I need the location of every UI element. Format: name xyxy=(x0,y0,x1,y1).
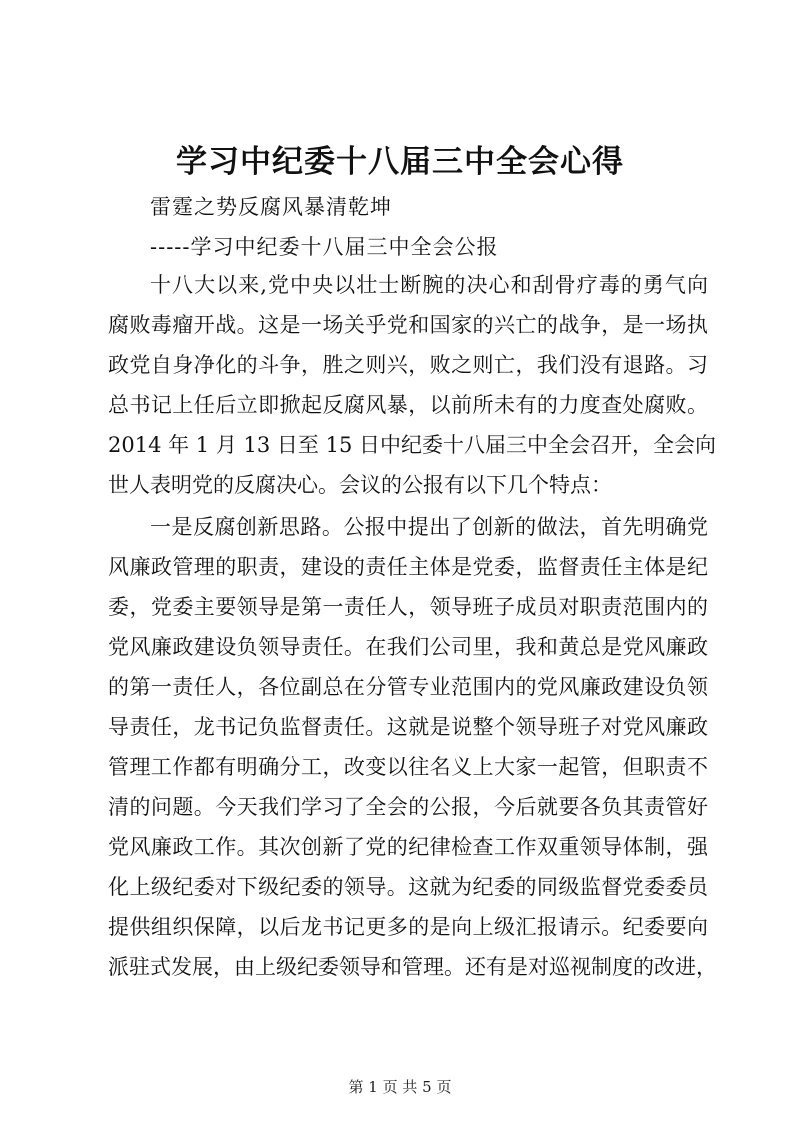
paragraph-line: 派驻式发展，由上级纪委领导和管理。还有是对巡视制度的改进， xyxy=(108,955,717,979)
paragraph-line: 世人表明党的反腐决心。会议的公报有以下几个特点： xyxy=(108,473,612,497)
paragraph-line: 风廉政管理的职责，建设的责任主体是党委，监督责任主体是纪 xyxy=(108,555,708,579)
subtitle-slogan: 雷霆之势反腐风暴清乾坤 xyxy=(150,195,392,219)
paragraph-line: 政党自身净化的斗争，胜之则兴，败之则亡，我们没有退路。习 xyxy=(108,353,708,377)
paragraph-line: 清的问题。今天我们学习了全会的公报，今后就要各负其责管好 xyxy=(108,795,708,819)
paragraph-line: 化上级纪委对下级纪委的领导。这就为纪委的同级监督党委委员 xyxy=(108,875,708,899)
paragraph-line: 党风廉政建设负领导责任。在我们公司里，我和黄总是党风廉政 xyxy=(108,635,708,659)
document-title: 学习中纪委十八届三中全会心得 xyxy=(176,144,624,180)
paragraph-line: 2014 年 1 月 13 日至 15 日中纪委十八届三中全会召开，全会向 xyxy=(108,433,716,457)
paragraph-line: 管理工作都有明确分工，改变以往名义上大家一起管，但职责不 xyxy=(108,755,708,779)
paragraph-line: 一是反腐创新思路。公报中提出了创新的做法，首先明确党 xyxy=(150,515,708,539)
paragraph-line: 总书记上任后立即掀起反腐风暴，以前所未有的力度查处腐败。 xyxy=(108,393,708,417)
paragraph-line: 十八大以来,党中央以壮士断腕的决心和刮骨疗毒的勇气向 xyxy=(150,273,708,297)
paragraph-line: 的第一责任人，各位副总在分管专业范围内的党风廉政建设负领 xyxy=(108,675,708,699)
page-number-footer: 第 1 页 共 5 页 xyxy=(348,1078,452,1096)
subtitle-source: -----学习中纪委十八届三中全会公报 xyxy=(150,235,499,259)
paragraph-line: 提供组织保障，以后龙书记更多的是向上级汇报请示。纪委要向 xyxy=(108,915,708,939)
paragraph-line: 导责任，龙书记负监督责任。这就是说整个领导班子对党风廉政 xyxy=(108,715,708,739)
paragraph-line: 委，党委主要领导是第一责任人，领导班子成员对职责范围内的 xyxy=(108,595,708,619)
paragraph-line: 党风廉政工作。其次创新了党的纪律检查工作双重领导体制，强 xyxy=(108,835,708,859)
paragraph-line: 腐败毒瘤开战。这是一场关乎党和国家的兴亡的战争，是一场执 xyxy=(108,313,708,337)
